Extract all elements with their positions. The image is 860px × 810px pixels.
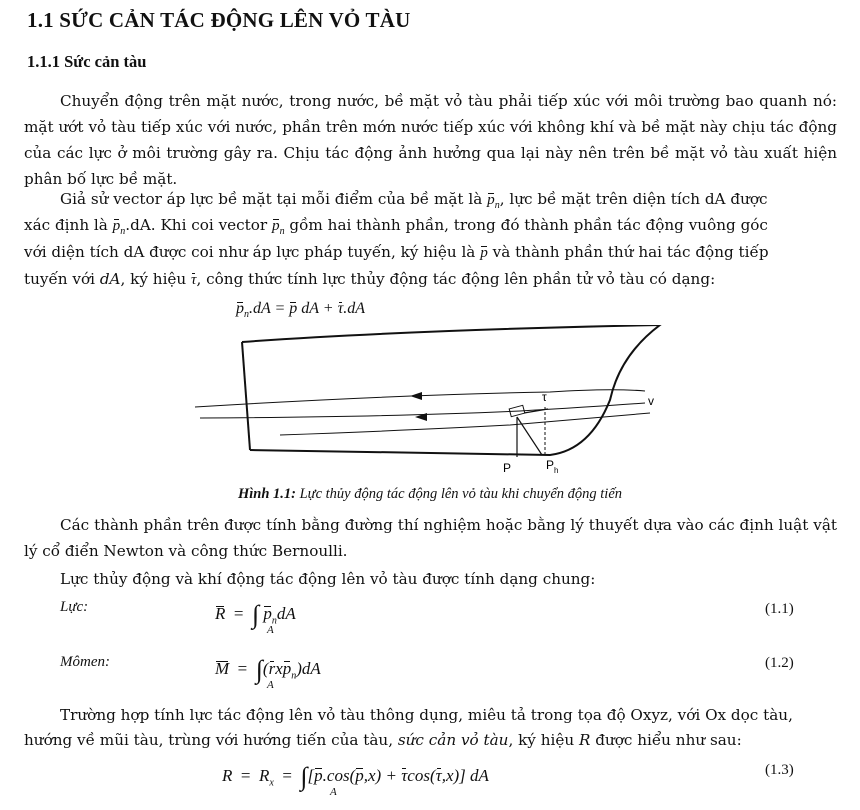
integral-limit: A [267, 624, 274, 636]
vector-M: M [215, 659, 230, 678]
para5-line1: Trường hợp tính lực tác động lên vỏ tàu thông dụng, miêu tả trong tọa độ Oxyz, với Ox dọc tàu, [60, 706, 793, 724]
eq1-number: (1.1) [765, 601, 794, 617]
integral-sign: ∫ [300, 762, 308, 791]
paragraph-intro: Chuyển động trên mặt nước, trong nước, bề mặt vỏ tàu phải tiếp xúc với môi trường bao quanh nó: mặt ướt vỏ tàu tiếp xúc với nước, phần trên mớn nước tiếp xúc với không khí và bề mặt này chịu tác động của các lực ở môi trường gây ra. Chịu tác động ảnh hưởng qua lại này nên trên bề mặt vỏ tàu xuất hiện phân bố lực bề mặt. [24, 92, 837, 188]
text: Giả sử vector áp lực bề mặt tại mỗi điểm của bề mặt là [60, 190, 483, 208]
paragraph-general-form: Lực thủy động và khí động tác động lên vỏ tàu được tính dạng chung: [60, 570, 596, 588]
vector-p: p [480, 244, 488, 261]
eq3-number: (1.3) [765, 762, 794, 778]
text: , ký hiệu [120, 270, 187, 288]
vector-pn: $p_n$ [112, 217, 126, 238]
text: , lực bề mặt trên diện tích dA được [499, 190, 768, 208]
vector-p: p [289, 300, 298, 317]
text: xác định là [24, 216, 108, 234]
text: được hiểu như sau: [595, 731, 742, 749]
vector-pn: $p_n$ [263, 604, 277, 627]
eq2-number: (1.2) [765, 655, 794, 671]
text: dA [99, 270, 121, 288]
text: .dA [343, 300, 366, 317]
text: , công thức tính lực thủy động tác động lên phần tử vỏ tàu có dạng: [196, 270, 716, 288]
para2-line2 [24, 216, 768, 237]
vector-tau: τ [337, 300, 344, 317]
text: tuyến với [24, 270, 95, 288]
para2-line4 [24, 270, 715, 289]
para2-line3 [24, 243, 769, 262]
section-heading: 1.1 SỨC CẢN TÁC ĐỘNG LÊN VỎ TÀU [27, 8, 411, 32]
equation-1-2: M = ∫(rxp$_n$)dA A [215, 655, 321, 691]
hull-stern [242, 342, 250, 450]
text: .dA. Khi coi vector [125, 216, 268, 234]
integral-limit: A [267, 679, 274, 691]
text: gồm hai thành phần, trong đó thành phần tác động vuông góc [289, 216, 768, 234]
symbol-Rx: $R_x$ [258, 766, 274, 789]
label-tau: τ [542, 390, 547, 404]
paragraph-methods: Các thành phần trên được tính bằng đường thí nghiệm hoặc bằng lý thuyết dựa vào các định luật vật lý cổ điển Newton và công thức Bernoulli. [24, 516, 837, 560]
label-ph-sub: h [554, 466, 559, 475]
text: dA [276, 604, 296, 623]
para5-line2 [24, 731, 742, 749]
caption-text: Lực thủy động tác động lên vỏ tàu khi chuyển động tiến [295, 486, 623, 502]
para2-line1 [60, 190, 768, 211]
integral-limit: A [330, 786, 337, 798]
integral-sign: ∫ [255, 655, 263, 684]
text: = [233, 604, 244, 623]
flow-arrow-1 [410, 392, 422, 400]
label-p: P [503, 461, 512, 475]
vector-R: R [215, 604, 226, 623]
vector-pn: $p_n$ [487, 191, 500, 212]
caption-prefix: Hình 1.1: [237, 486, 296, 502]
eq1-label: Lực: [60, 599, 89, 615]
text: , ký hiệu [508, 731, 575, 749]
eq2-label: Mômen: [60, 654, 110, 670]
equation-1-1 [215, 596, 296, 636]
text: hướng về mũi tàu, trùng với hướng tiến của tàu, [24, 731, 394, 749]
vector-tau: τ [191, 271, 197, 288]
vector-pn: $p_n$ [272, 217, 285, 238]
text: R [578, 731, 591, 749]
text: = [237, 659, 248, 678]
label-v: v [648, 394, 654, 408]
text: .dA = [249, 300, 286, 317]
text: sức cản vỏ tàu [397, 731, 509, 749]
formula-force-element [236, 300, 365, 320]
text: dA + [301, 300, 334, 317]
equation-1-3: $R = R_x = \int[p.\cos(p,x) + \tau\cos(\tau,x)]$ dA A [222, 762, 489, 798]
subsection-heading: 1.1.1 Sức cản tàu [27, 52, 147, 71]
text: với diện tích dA được coi như áp lực pháp tuyến, ký hiệu là [24, 243, 476, 261]
figure-caption [0, 486, 860, 503]
hull-force-figure [190, 325, 670, 480]
text: và thành phần thứ hai tác động tiếp [492, 243, 769, 261]
symbol-R: R [222, 766, 233, 785]
vector-pn: $p_n$ [236, 300, 249, 321]
integral-sign: ∫ [251, 600, 260, 629]
label-ph: P [546, 458, 555, 472]
